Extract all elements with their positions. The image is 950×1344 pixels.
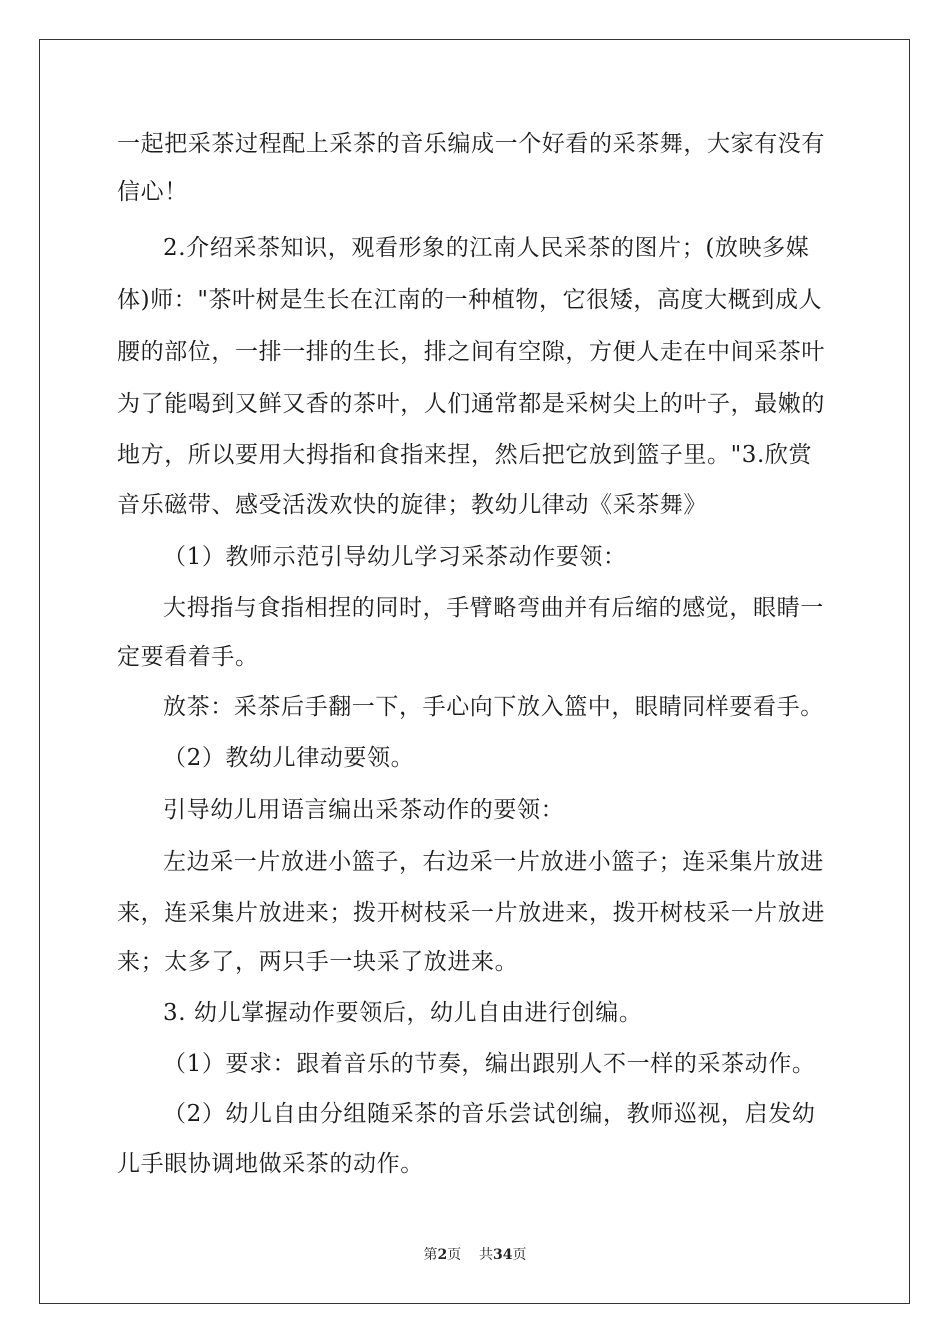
text-line: 地方，所以要用大拇指和食指来捏，然后把它放到篮子里。"3.欣赏 — [117, 442, 813, 468]
text-line: （1）教师示范引导幼儿学习采茶动作要领： — [163, 544, 627, 570]
text-line: 一起把采茶过程配上采茶的音乐编成一个好看的采茶舞，大家有没有 — [117, 131, 825, 157]
total-pages-number: 34 — [493, 1247, 513, 1263]
text-line: 信心！ — [117, 179, 188, 205]
text-line: 引导幼儿用语言编出采茶动作的要领： — [163, 797, 565, 823]
text-line: 来；太多了，两只手一块采了放进来。 — [117, 949, 519, 975]
total-suffix: 页 — [512, 1247, 527, 1263]
text-line: （2）教幼儿律动要领。 — [163, 745, 415, 771]
page-prefix: 第 — [423, 1247, 438, 1263]
text-line: 3. 幼儿掌握动作要领后，幼儿自由进行创编。 — [163, 1000, 643, 1026]
text-line: 音乐磁带、感受活泼欢快的旋律；教幼儿律动《采茶舞》 — [117, 492, 707, 518]
text-line: 放茶：采茶后手翻一下，手心向下放入篮中，眼睛同样要看手。 — [163, 694, 824, 720]
text-line: 儿手眼协调地做采茶的动作。 — [117, 1151, 424, 1177]
current-page-number: 2 — [437, 1247, 448, 1263]
text-line: 来，连采集片放进来；拨开树枝采一片放进来，拨开树枝采一片放进 — [117, 900, 825, 926]
page-footer — [0, 1245, 950, 1265]
page-suffix: 页 — [447, 1247, 462, 1263]
text-line: （2）幼儿自由分组随采茶的音乐尝试创编，教师巡视，启发幼 — [163, 1101, 816, 1127]
text-line: 2.介绍采茶知识，观看形象的江南人民采茶的图片；(放映多媒 — [163, 235, 810, 261]
text-line: 大拇指与食指相捏的同时，手臂略弯曲并有后缩的感觉，眼睛一 — [163, 595, 824, 621]
text-line: 左边采一片放进小篮子，右边采一片放进小篮子；连采集片放进 — [163, 849, 824, 875]
text-line: 腰的部位，一排一排的生长，排之间有空隙，方便人走在中间采茶叶 — [117, 339, 825, 365]
total-prefix: 共 — [479, 1247, 494, 1263]
text-line: 为了能喝到又鲜又香的茶叶，人们通常都是采树尖上的叶子，最嫩的 — [117, 391, 825, 417]
text-line: （1）要求：跟着音乐的节奏，编出跟别人不一样的采茶动作。 — [163, 1051, 816, 1077]
text-line: 体)师："茶叶树是生长在江南的一种植物，它很矮，高度大概到成人 — [117, 287, 823, 313]
text-line: 定要看着手。 — [117, 644, 259, 670]
